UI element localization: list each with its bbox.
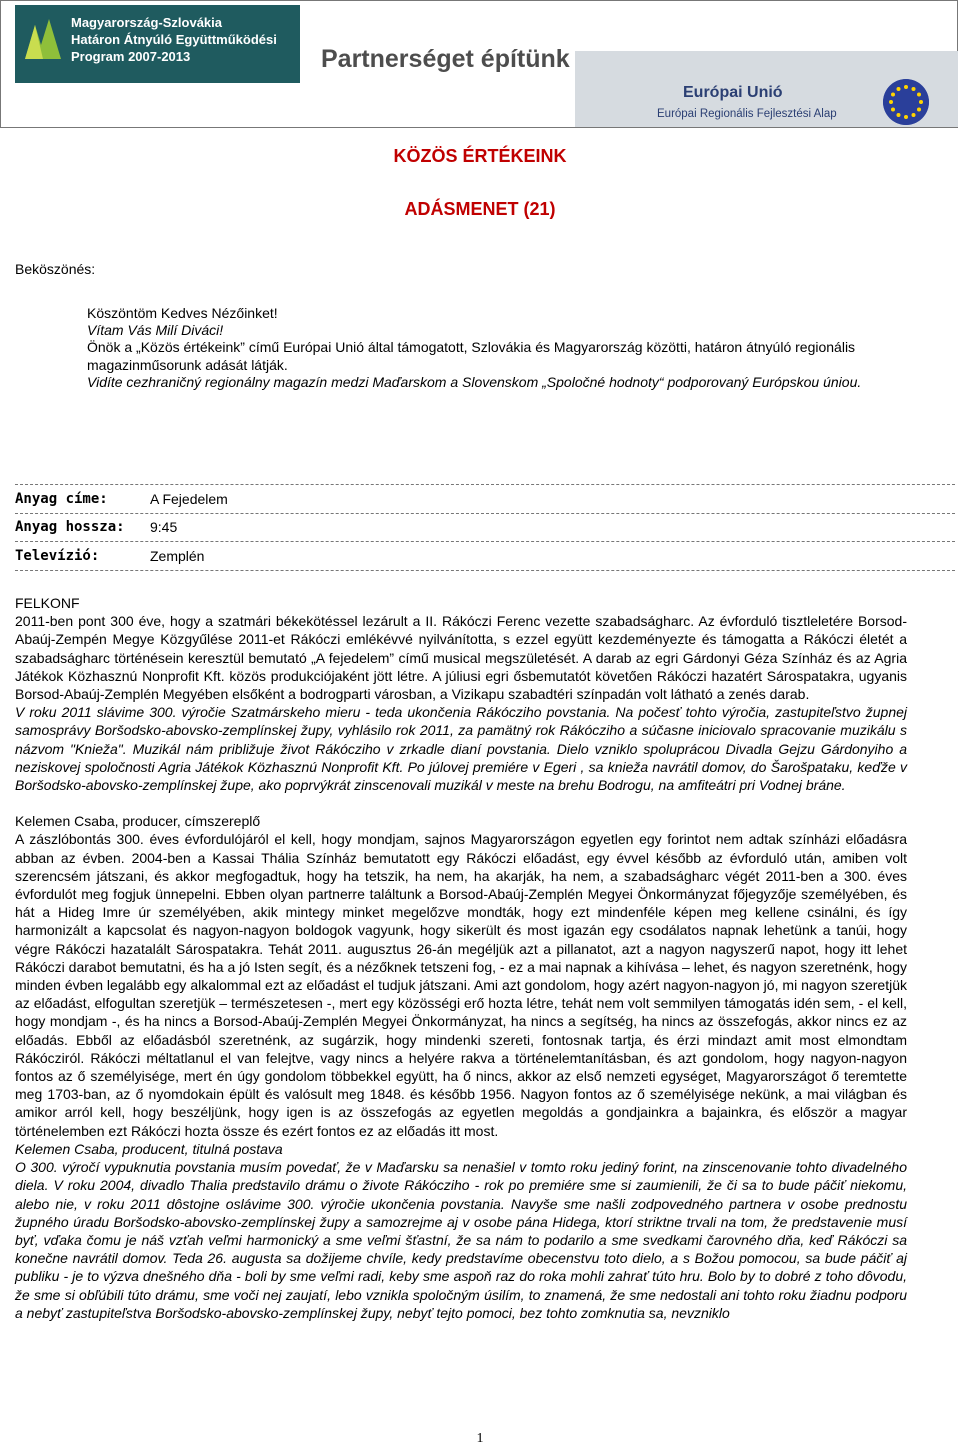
meta-label: Anyag címe: xyxy=(15,491,108,507)
meta-row-tv xyxy=(15,542,955,571)
greeting-hu-1: Köszöntöm Kedves Nézőinket! xyxy=(87,305,278,321)
program-logo-icon xyxy=(21,15,65,67)
meta-label: Anyag hossza: xyxy=(15,519,125,535)
greeting-sk-2: Vidíte cezhraničný regionálny magazín medzi Maďarskom a Slovenskom „Spoločné hodnoty“ podporovaný Európskou úniou. xyxy=(87,373,862,390)
meta-row-length xyxy=(15,513,955,542)
meta-value: A Fejedelem xyxy=(150,491,228,507)
greeting-block xyxy=(87,305,922,391)
page-number: 1 xyxy=(476,1431,484,1446)
document-body xyxy=(15,594,907,1322)
paragraph-gap xyxy=(15,794,907,812)
eu-flag-icon xyxy=(883,79,929,125)
eu-subtitle: Európai Regionális Fejlesztési Alap xyxy=(657,108,837,120)
felkonf-label: FELKONF xyxy=(15,595,80,611)
meta-label: Televízió: xyxy=(15,548,100,564)
slogan: Partnerséget építünk xyxy=(321,45,570,73)
program-logo xyxy=(15,5,300,83)
greeting-label: Beköszönés: xyxy=(15,261,96,277)
speech-sk: O 300. výročí vypuknutia povstania musím povedať, že v Maďarsku sa nenašiel v tomto roku jediný forint, na zinscenovanie tohto divadelného diela. V roku 2004, divadlo Thalia predstavilo drámu o živote Rákócziho - rok po premiére sme si zaumienili, že či sa to bude páčiť niekomu, alebo nie, v roku 2011 dôstojne oslávime 300. výročie ukončenia povstania. Navyše sme našli zodpovedného partnera v osobe prednostu župného úradu Boršodsko-abovsko-zemplínskej župy a samozrejme aj v osobe pána Hidega, ktorí striktne trvali na tom, že predstavenie musí byť, vďaka čomu je náš vzťah veľmi harmonický a sme veľmi šťastní, že sa nám to podarilo a sme svedkami čarovného dňa, keď Rákóczi sa konečne navrátil domov. Teda 26. augusta sa dožijeme chvíle, kedy predstavíme obecenstvu toto dielo, a s Božou pomocou, sa bude páčiť aj publiku - je to výzva dnešného dňa - boli by sme veľmi radi, keby sme aspoň raz do roka mohli zahrať túto hru. Bolo by to dobré z toho dôvodu, že sme si obľúbili túto drámu, sme voči nej zaujatí, lebo vznikla spoločným úsilím, to znamená, že sme nedostali ani tohto roku žiadnu podporu a nebyť zastupiteľstva Boršodsko-abovsko-zemplínskej župy, nebyť tejto pomoci, bez tohto zomknutia sa, nevzniklo xyxy=(15,1159,907,1321)
logo-line-3: Program 2007-2013 xyxy=(71,49,191,64)
program-logo-text xyxy=(71,14,277,65)
meta-row-title xyxy=(15,484,955,514)
speaker-hu: Kelemen Csaba, producer, címszereplő xyxy=(15,813,261,830)
logo-line-1: Magyarország-Szlovákia xyxy=(71,15,223,30)
logo-line-2: Határon Átnyúló Együttműködési xyxy=(71,32,277,47)
meta-value: Zemplén xyxy=(150,548,205,564)
eu-title: Európai Unió xyxy=(683,84,783,101)
speech-hu: A zászlóbontás 300. éves évfordulójáról el kell, hogy mondjam, sajnos Magyarországon egyetlen egy forintot nem adtak színházi előadásra abban az évben. 2004-ben a Kassai Thália Színház bemutatott egy Rákóczi előadást, egy évvel később az évforduló után, amiben volt szerencsém játszani, és akkor megfogadtuk, hogy ha tetszik, ha nem, ha akarják, ha nem, a szabadságharc végét 2011-ben a 300. éves évfordulót meg fogjuk ünnepelni. Ebben olyan partnerre találtunk a Borsod-Abaúj-Zemplén Megyei Önkormányzat főjegyzője személyében, és hát a Hideg Imre úr személyében, akik mintegy minket megelőzve mondták, hogy ezt mindenféle képen meg kellene csinálni, és így harmonizált a kapcsolat és nagyon-nagyon boldogok vagyunk, hogy sikerült és most igazán egy csodálatos napnak lehetünk a tanúi, hogy végre Rákóczi hazatalált Sárospatakra. Tehát 2011. augusztus 26-án megéljük azt a pillanatot, azt a nagyon nagyszerű napot, hogy itt lehet Rákóczi darabot bemutatni, és ha a jó Isten segít, és a nézőknek tetszeni fog, - ez a mai napnak a kihívása – lehet, és nagyon szeretnénk, hogy minden évben legalább egy alkalommal ezt az előadást el tudjuk játszani. Ami azt gondolom, hogy azért nagyon-nagyon jó, mi nagyon szeretjük az előadást, elfogultan szeretjük – természetesen -, mert egy közösségi erő hozta létre, tehát nem volt semmilyen támogatás idén sem, - el kell, hogy mondjam -, és ha nincs a Borsod-Abaúj-Zemplén Megyei Önkormányzat, ha nincs a segítség, ha nincs az összefogás, akkor nincs ez az előadás. Ebből az előadásból szeretnénk, az sugárzik, hogy mindenki szereti, fontosnak tartja, és érzi mindazt amit most elmondtam Rákócziról. Rákóczi méltatlanul el van felejtve, vagy nincs a helyére rakva a történelemtanításban, és azt gondolom, hogy nagyon-nagyon fontos az ő személyisége, mert én úgy gondolom többekkel együtt, ha ő nincs, akkor az első nemzeti egységet, Magyarországot ő teremtette meg 1703-ban, az ő nyomdokain épült és valósult meg 1848. és később 1956. Nagyon fontos az ő személyisége nekünk, a mai világban és amikor arról kell, hogy beszéljünk, hogy igen is az összefogás az egyetlen megoldás a gondjainkra a bajainkra, és először a magyar történelemben ezt Rákóczi hozta össze és ezért fontos ez az előadás itt most. xyxy=(15,831,907,1139)
page-header xyxy=(0,0,958,128)
document-subtitle: ADÁSMENET (21) xyxy=(404,199,556,219)
felkonf-hu: 2011-ben pont 300 éve, hogy a szatmári békekötéssel lezárult a II. Rákóczi Ferenc vezette szabadságharc. Az évforduló tisztleletére Borsod-Abaúj-Zempén Megye Közgyűlése 2011-et Rákóczi emlékévvé nyilvánította, s ezzel együtt kezdeményezte és támogatta a Rákóczi életét a szabadságharc történésein keresztül bemutató „A fejedelem” című musical megszületését. A darab az egri Gárdonyi Géza Színház és az Agria Játékok Közhasznú Nonprofit Kft. közös produkciójaként jött létre. A júliusi egri ősbemutatót követően Rákóczi hazatért Sárospatakra, ugyanis Borsod-Abaúj-Zemplén Megyében elsőként a bodrogparti városban, a Vizikapu szabadtéri színpadán volt látható a zenés darab. xyxy=(15,613,907,703)
greeting-sk-1: Vítam Vás Milí Diváci! xyxy=(87,322,224,339)
eu-banner xyxy=(575,51,958,127)
speaker-sk: Kelemen Csaba, producent, titulná postava xyxy=(15,1140,283,1157)
meta-value: 9:45 xyxy=(150,519,178,535)
greeting-hu-2: Önök a „Közös értékeink” című Európai Unió által támogatott, Szlovákia és Magyarország közötti, határon átnyúló regionális magazinműsorunk adását látják. xyxy=(87,339,856,373)
felkonf-sk: V roku 2011 slávime 300. výročie Szatmárskeho mieru - teda ukončenia Rákócziho povstania. Na počesť tohto výročia, zastupiteľstvo župnej samosprávy Boršodsko-abovsko-zemplínskej župy, vyhlásilo rok 2011, za pamätný rok Rákócziho a súčasne iniciovalo spracovanie muzikálu s názvom "Knieža". Muzikál nám približuje život Rákócziho v zrkadle dianí povstania. Dielo vzniklo spoluprácou Divadla Gejzu Gárdonyiho a neziskovej spoločnosti Agria Játékok Közhasznú Nonprofit Kft. Po júlovej premiére v Egeri , sa knieža navrátil domov, do Šarošpataku, keďže v Boršodsko-abovsko-zemplínskej župe, ako poprvýkrát zinscenovali muzikál v meste na brehu Bodrogu, na amfiteátri pri Vodnej bráne. xyxy=(15,704,907,794)
document-title: KÖZÖS ÉRTÉKEINK xyxy=(393,146,567,166)
